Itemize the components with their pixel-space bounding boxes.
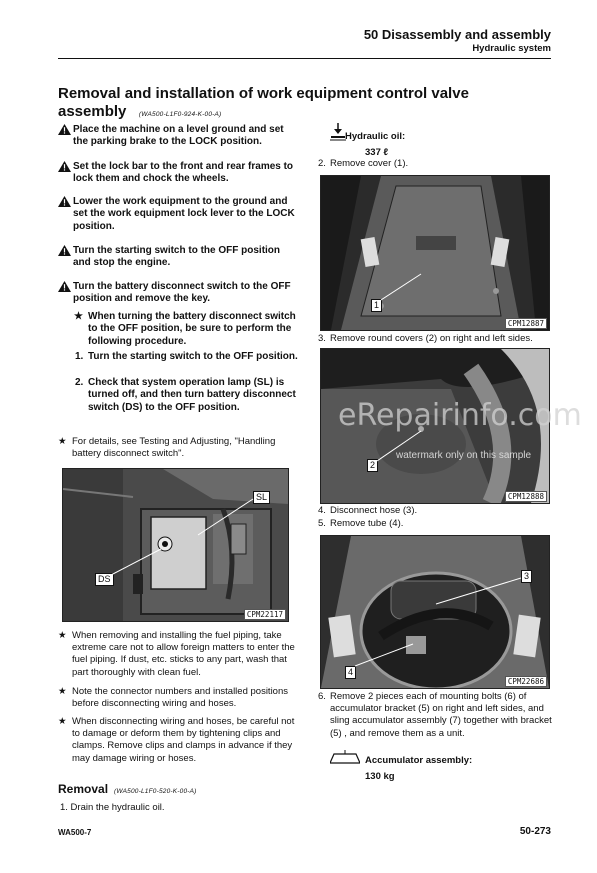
warning-2: Set the lock bar to the front and rear frames to lock them and chock the wheels.	[58, 161, 298, 186]
figure-code: CPM22686	[505, 676, 547, 687]
label-ds: DS	[95, 573, 114, 586]
warning-icon	[58, 161, 71, 176]
hydraulic-oil-value: 337 ℓ	[365, 147, 389, 158]
figure-code: CPM12887	[505, 318, 547, 329]
accumulator-weight: 130 kg	[365, 771, 395, 782]
label-sl: SL	[253, 491, 270, 504]
removal-code: (WA500-L1F0-520-K-00-A)	[114, 788, 197, 795]
weight-icon	[330, 750, 360, 769]
leader-lines	[63, 469, 288, 621]
warning-icon	[58, 281, 71, 296]
battery-step-1: 1. Turn the starting switch to the OFF position.	[75, 351, 298, 362]
star-icon: ★	[58, 630, 67, 641]
step-6: 6. Remove 2 pieces each of mounting bolts (6) of accumulator bracket (5) on right and left sides, and sling accumulator assembly (7) together with bracket (5) , and remove them as a unit.	[318, 691, 552, 739]
step-4: 4. Disconnect hose (3).	[318, 505, 418, 516]
title-line-2: assembly (WA500-L1F0-924-K-00-A)	[58, 103, 222, 120]
section-title: 50 Disassembly and assembly	[363, 27, 551, 42]
step-3: 3. Remove round covers (2) on right and left sides.	[318, 333, 533, 344]
warning-3: Lower the work equipment to the ground and set the work equipment lock lever to the LOCK position.	[58, 196, 298, 233]
removal-heading: Removal (WA500-L1F0-520-K-00-A)	[58, 782, 197, 796]
oil-level-icon	[330, 123, 346, 146]
accumulator-photo	[320, 535, 550, 689]
accumulator-label: Accumulator assembly:	[365, 755, 473, 766]
star-icon: ★	[58, 716, 67, 727]
watermark: eRepairinfo.com	[338, 398, 582, 433]
details-note: ★ For details, see Testing and Adjusting, "Handling battery disconnect switch".	[58, 436, 276, 460]
label-3: 3	[521, 570, 532, 583]
battery-note: ★ When turning the battery disconnect switch to the OFF position, be sure to perform the following procedure.	[74, 311, 296, 347]
figure-code: CPM12888	[505, 491, 547, 502]
label-1: 1	[371, 299, 382, 312]
label-2: 2	[367, 459, 378, 472]
header-rule	[58, 58, 551, 59]
step-2: 2. Remove cover (1).	[318, 158, 409, 169]
watermark-note: watermark only on this sample	[396, 450, 532, 461]
note-connector: ★ Note the connector numbers and installed positions before disconnecting wiring and hoses.	[58, 686, 288, 710]
battery-step-2: 2. Check that system operation lamp (SL) is turned off, and then turn battery disconnect switch (DS) to the OFF position.	[75, 377, 296, 413]
cover-photo	[320, 175, 550, 331]
removal-step-1: 1. Drain the hydraulic oil.	[60, 802, 165, 813]
warning-5: Turn the battery disconnect switch to the OFF position and remove the key.	[58, 281, 298, 306]
subsection-title: Hydraulic system	[472, 43, 551, 54]
note-wiring: ★ When disconnecting wiring and hoses, be careful not to damage or deform them by tightening clips and clamps. Remove clips and clamps in advance if they may damage wiring or hoses.	[58, 716, 295, 764]
label-4: 4	[345, 666, 356, 679]
footer-page-number: 50-273	[519, 826, 551, 837]
page-title	[58, 85, 478, 124]
warning-4: Turn the starting switch to the OFF position and stop the engine.	[58, 245, 298, 270]
warning-icon	[58, 196, 71, 211]
warning-icon	[58, 245, 71, 260]
footer-model: WA500-7	[58, 828, 92, 837]
star-icon: ★	[58, 436, 67, 447]
title-code: (WA500-L1F0-924-K-00-A)	[138, 111, 222, 118]
battery-switch-photo	[62, 468, 289, 622]
warning-1: Place the machine on a level ground and set the parking brake to the LOCK position.	[58, 124, 298, 149]
star-icon: ★	[58, 686, 67, 697]
warning-icon	[58, 124, 71, 139]
note-fuel-piping: ★ When removing and installing the fuel piping, take extreme care not to allow foreign matters to enter the fuel piping. If dust, etc. sticks to any part, wash that part thoroughly with clean fuel.	[58, 630, 295, 678]
figure-code: CPM22117	[244, 609, 286, 620]
star-icon: ★	[74, 311, 83, 322]
title-line-1: Removal and installation of work equipment control valve	[58, 85, 469, 102]
hydraulic-oil-label: Hydraulic oil:	[345, 131, 406, 142]
step-5: 5. Remove tube (4).	[318, 518, 404, 529]
